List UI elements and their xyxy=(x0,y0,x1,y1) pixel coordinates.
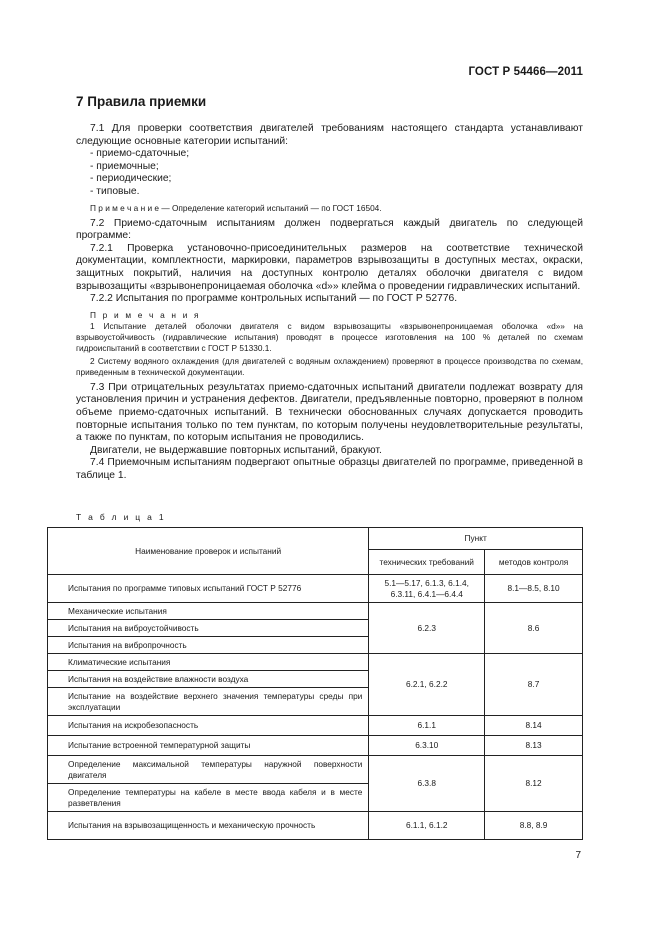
column-header-group: Пункт xyxy=(369,528,583,550)
page-number: 7 xyxy=(575,850,581,861)
table-cell-control: 8.12 xyxy=(485,756,583,812)
table-cell-name: Механические испытания xyxy=(48,603,369,620)
paragraph-7-2-1: 7.2.1 Проверка установочно-присоединительных размеров на соответствие технической документации, комплектности, маркировки, параметров взрывозащиты в доступных местах, окраски, защитных покрытий, наличия на доступных контролю деталях оболочки двигателя с видом взрывозащиты «взрывонепроницаемая оболочка «d»» клейма о проведении гидравлических испытаний. xyxy=(76,242,583,292)
paragraph-7-2: 7.2 Приемо-сдаточным испытаниям должен подвергаться каждый двигатель по следующей программе: xyxy=(76,217,583,242)
table-cell-requirements: 6.3.10 xyxy=(369,736,485,756)
table-cell-name: Определение температуры на кабеле в месте ввода кабеля и в месте разветвления xyxy=(48,784,369,812)
paragraph-7-2-2: 7.2.2 Испытания по программе контрольных испытаний — по ГОСТ Р 52776. xyxy=(90,293,458,305)
table-cell-name: Испытания на искробезопасность xyxy=(48,716,369,736)
table-cell-requirements: 5.1—5.17, 6.1.3, 6.1.4, 6.3.11, 6.4.1—6.4.4 xyxy=(369,575,485,603)
table-cell-name: Испытания на воздействие влажности воздуха xyxy=(48,671,369,688)
table-cell-requirements: 6.3.8 xyxy=(369,756,485,812)
column-header-control: методов контроля xyxy=(485,550,583,575)
table-cell-name: Испытания на виброустойчивость xyxy=(48,620,369,637)
table-cell-name: Климатические испытания xyxy=(48,654,369,671)
note-item: 2 Систему водяного охлаждения (для двигателей с водяным охлаждением) проверяют в процессе производства по схемам, приведенным в технической документации. xyxy=(76,355,583,377)
paragraph-7-1: 7.1 Для проверки соответствия двигателей требованиям настоящего стандарта устанавливают следующие основные категории испытаний: xyxy=(76,123,583,147)
table-caption: Т а б л и ц а 1 xyxy=(76,512,166,522)
table-cell-name: Испытание на воздействие верхнего значения температуры среды при эксплуатации xyxy=(48,688,369,716)
table-cell-control: 8.13 xyxy=(485,736,583,756)
table-cell-control: 8.1—8.5, 8.10 xyxy=(485,575,583,603)
table-cell-name: Испытание встроенной температурной защиты xyxy=(48,736,369,756)
test-program-table xyxy=(47,527,583,840)
paragraph-7-3: 7.3 При отрицательных результатах приемо-сдаточных испытаний двигатели подлежат возврату для установления причин и устранения дефектов. Двигатели, предъявленные повторно, проверяют в полном объеме приемо-сдаточных испытаний. В технически обоснованных случаях допускается проводить повторные испытания только по тем пунктам, по которым получены неудовлетворительные результаты, а также по пунктам, по которым испытания не проводились. xyxy=(76,381,583,444)
table-cell-name: Определение максимальной температуры наружной поверхности двигателя xyxy=(48,756,369,784)
notes-heading: П р и м е ч а н и я xyxy=(90,309,201,320)
paragraph-7-3-continued: Двигатели, не выдержавшие повторных испытаний, бракуют. xyxy=(90,444,382,456)
note-categories: П р и м е ч а н и е — Определение категорий испытаний — по ГОСТ 16504. xyxy=(90,202,382,213)
list-item: - приемочные; xyxy=(90,160,159,172)
table-cell-control: 8.8, 8.9 xyxy=(485,812,583,840)
table-cell-control: 8.7 xyxy=(485,654,583,716)
list-item: - приемо-сдаточные; xyxy=(90,148,190,160)
column-header-name: Наименование проверок и испытаний xyxy=(48,528,369,575)
table-cell-control: 8.6 xyxy=(485,603,583,654)
table-cell-control: 8.14 xyxy=(485,716,583,736)
list-item: - периодические; xyxy=(90,173,172,185)
paragraph-7-4: 7.4 Приемочным испытаниям подвергают опытные образцы двигателей по программе, приведенной в таблице 1. xyxy=(76,457,583,481)
table-cell-requirements: 6.1.1, 6.1.2 xyxy=(369,812,485,840)
table-cell-name: Испытания на вибропрочность xyxy=(48,637,369,654)
column-header-requirements: технических требований xyxy=(369,550,485,575)
table-cell-name: Испытания по программе типовых испытаний ГОСТ Р 52776 xyxy=(48,575,369,603)
list-item: - типовые. xyxy=(90,185,140,197)
section-body xyxy=(76,123,583,482)
section-title: 7 Правила приемки xyxy=(76,94,207,109)
table-cell-requirements: 6.2.3 xyxy=(369,603,485,654)
standard-number: ГОСТ Р 54466—2011 xyxy=(468,66,583,78)
table-cell-name: Испытания на взрывозащищенность и механическую прочность xyxy=(48,812,369,840)
table-cell-requirements: 6.1.1 xyxy=(369,716,485,736)
note-item: 1 Испытание деталей оболочки двигателя с видом взрывозащиты «взрывонепроницаемая оболочка «d»» на взрывоустойчивость (гидравлические испытания) проводят в процессе изготовления на 100 % деталей по схемам гидроиспытаний в соответствии с ГОСТ Р 51330.1. xyxy=(76,320,583,353)
table-cell-requirements: 6.2.1, 6.2.2 xyxy=(369,654,485,716)
